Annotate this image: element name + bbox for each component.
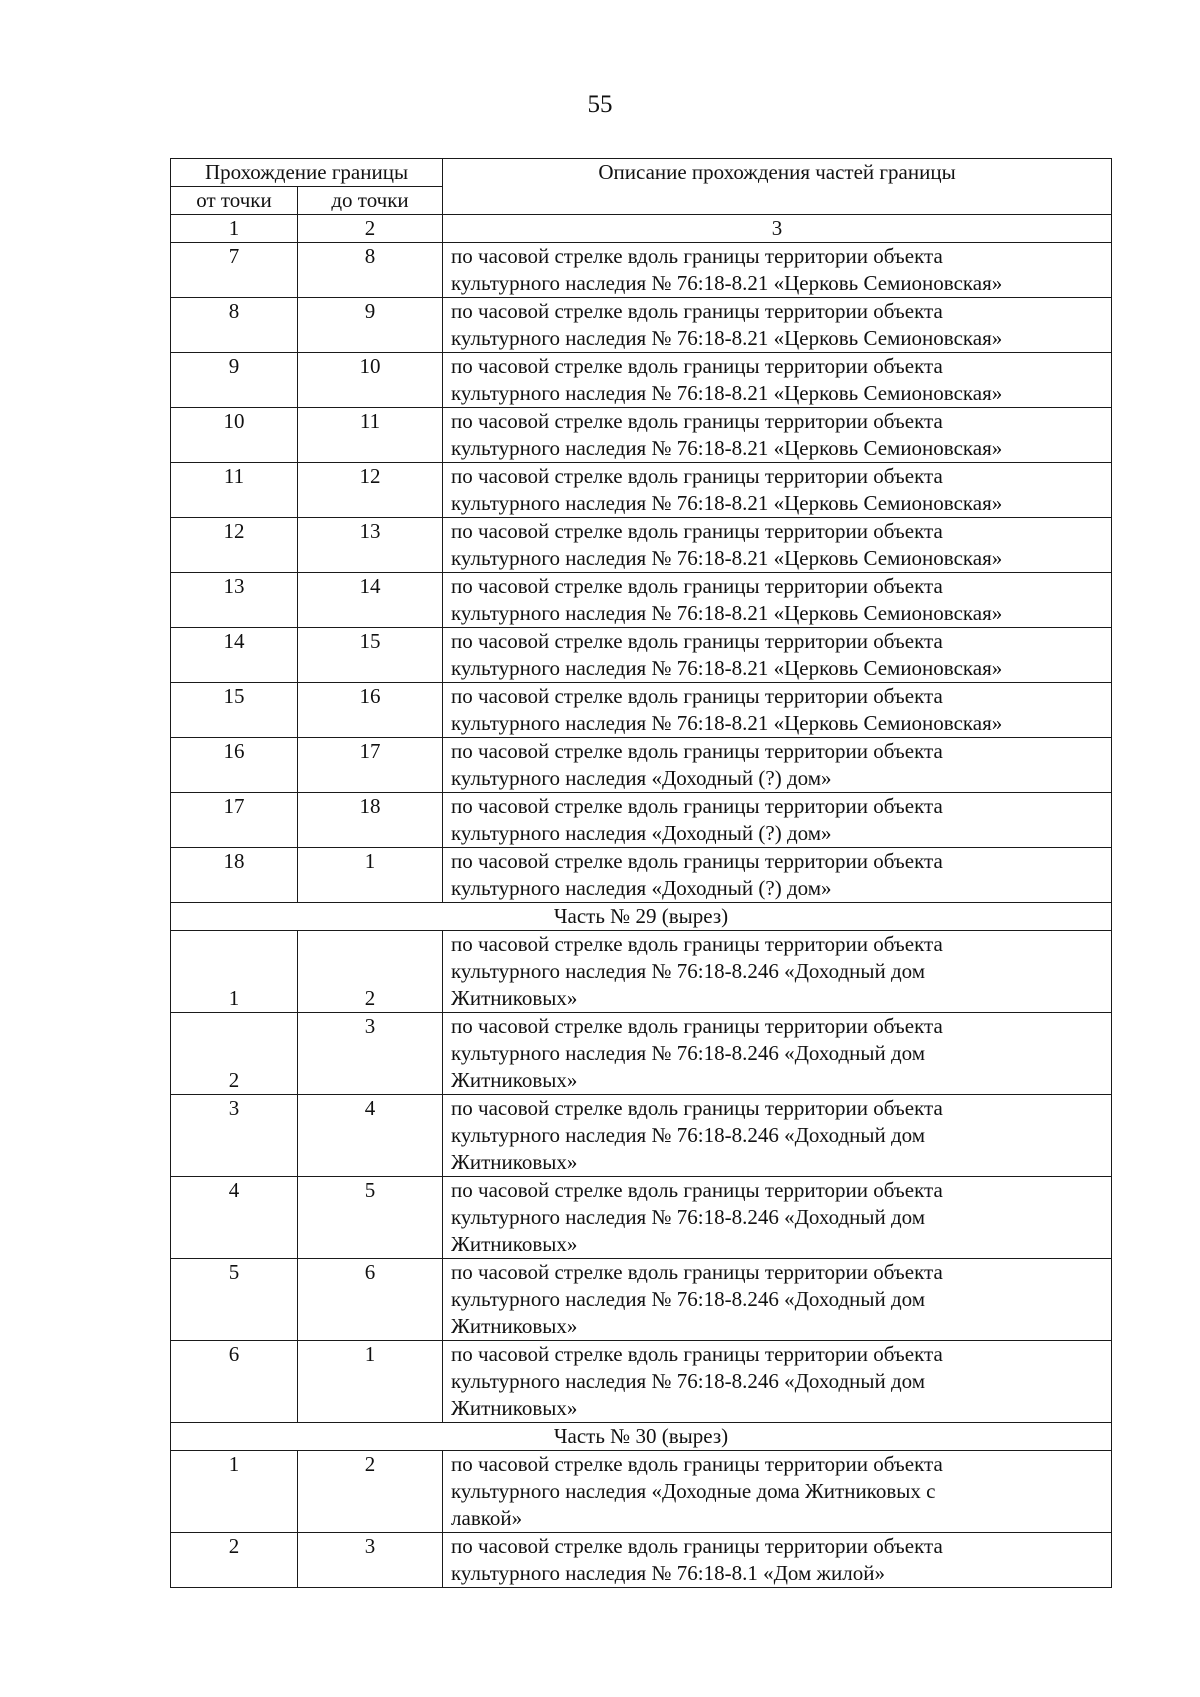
table-row bbox=[171, 573, 1112, 628]
from-point-header: от точки bbox=[171, 187, 298, 215]
boundary-description: по часовой стрелке вдоль границы территории объекта культурного наследия «Доходный (?) дом» bbox=[443, 738, 1112, 793]
to-point: 9 bbox=[298, 298, 443, 353]
to-point: 3 bbox=[298, 1533, 443, 1588]
table-row bbox=[171, 1013, 1112, 1095]
boundary-description: по часовой стрелке вдоль границы территории объекта культурного наследия № 76:18-8.21 «Церковь Семионовская» bbox=[443, 243, 1112, 298]
to-point: 18 bbox=[298, 793, 443, 848]
table-row bbox=[171, 1451, 1112, 1533]
table-row bbox=[171, 793, 1112, 848]
to-point: 3 bbox=[298, 1013, 443, 1095]
to-point-header: до точки bbox=[298, 187, 443, 215]
to-point: 12 bbox=[298, 463, 443, 518]
boundary-description: по часовой стрелке вдоль границы территории объекта культурного наследия № 76:18-8.21 «Церковь Семионовская» bbox=[443, 353, 1112, 408]
boundary-description: по часовой стрелке вдоль границы территории объекта культурного наследия «Доходный (?) дом» bbox=[443, 848, 1112, 903]
table-row bbox=[171, 931, 1112, 1013]
to-point: 8 bbox=[298, 243, 443, 298]
boundary-description: по часовой стрелке вдоль границы территории объекта культурного наследия № 76:18-8.21 «Церковь Семионовская» bbox=[443, 628, 1112, 683]
to-point: 4 bbox=[298, 1095, 443, 1177]
page-number: 55 bbox=[587, 91, 613, 118]
column-number-row bbox=[171, 215, 1112, 243]
header-row bbox=[171, 159, 1112, 187]
from-point: 11 bbox=[171, 463, 298, 518]
to-point: 10 bbox=[298, 353, 443, 408]
table-row bbox=[171, 298, 1112, 353]
table-row bbox=[171, 408, 1112, 463]
from-point: 7 bbox=[171, 243, 298, 298]
from-point: 1 bbox=[171, 931, 298, 1013]
column-number: 2 bbox=[298, 215, 443, 243]
to-point: 1 bbox=[298, 848, 443, 903]
to-point: 15 bbox=[298, 628, 443, 683]
table-row bbox=[171, 1177, 1112, 1259]
table-row bbox=[171, 628, 1112, 683]
from-point: 2 bbox=[171, 1013, 298, 1095]
from-point: 4 bbox=[171, 1177, 298, 1259]
section-title: Часть № 30 (вырез) bbox=[171, 1423, 1112, 1451]
section-title: Часть № 29 (вырез) bbox=[171, 903, 1112, 931]
from-point: 14 bbox=[171, 628, 298, 683]
boundary-description: по часовой стрелке вдоль границы территории объекта культурного наследия «Доходный (?) дом» bbox=[443, 793, 1112, 848]
from-point: 16 bbox=[171, 738, 298, 793]
column-number: 1 bbox=[171, 215, 298, 243]
section-row bbox=[171, 1423, 1112, 1451]
to-point: 6 bbox=[298, 1259, 443, 1341]
boundary-group-header: Прохождение границы bbox=[171, 159, 443, 187]
boundary-description: по часовой стрелке вдоль границы территории объекта культурного наследия № 76:18-8.1 «Дом жилой» bbox=[443, 1533, 1112, 1588]
table-row bbox=[171, 243, 1112, 298]
to-point: 16 bbox=[298, 683, 443, 738]
boundary-table bbox=[170, 158, 1112, 1588]
from-point: 9 bbox=[171, 353, 298, 408]
to-point: 2 bbox=[298, 1451, 443, 1533]
table-row bbox=[171, 353, 1112, 408]
to-point: 11 bbox=[298, 408, 443, 463]
from-point: 2 bbox=[171, 1533, 298, 1588]
table-row bbox=[171, 1259, 1112, 1341]
table-row bbox=[171, 463, 1112, 518]
column-number: 3 bbox=[443, 215, 1112, 243]
boundary-description: по часовой стрелке вдоль границы территории объекта культурного наследия № 76:18-8.246 «Доходный дом Житниковых» bbox=[443, 1341, 1112, 1423]
section-row bbox=[171, 903, 1112, 931]
boundary-description: по часовой стрелке вдоль границы территории объекта культурного наследия № 76:18-8.246 «Доходный дом Житниковых» bbox=[443, 931, 1112, 1013]
from-point: 5 bbox=[171, 1259, 298, 1341]
from-point: 6 bbox=[171, 1341, 298, 1423]
table-row bbox=[171, 1341, 1112, 1423]
from-point: 18 bbox=[171, 848, 298, 903]
boundary-description: по часовой стрелке вдоль границы территории объекта культурного наследия № 76:18-8.21 «Церковь Семионовская» bbox=[443, 298, 1112, 353]
boundary-description: по часовой стрелке вдоль границы территории объекта культурного наследия № 76:18-8.21 «Церковь Семионовская» bbox=[443, 573, 1112, 628]
table-row bbox=[171, 848, 1112, 903]
boundary-description: по часовой стрелке вдоль границы территории объекта культурного наследия № 76:18-8.21 «Церковь Семионовская» bbox=[443, 683, 1112, 738]
to-point: 14 bbox=[298, 573, 443, 628]
to-point: 5 bbox=[298, 1177, 443, 1259]
from-point: 8 bbox=[171, 298, 298, 353]
to-point: 1 bbox=[298, 1341, 443, 1423]
from-point: 3 bbox=[171, 1095, 298, 1177]
boundary-description: по часовой стрелке вдоль границы территории объекта культурного наследия № 76:18-8.246 «Доходный дом Житниковых» bbox=[443, 1177, 1112, 1259]
table-row bbox=[171, 738, 1112, 793]
boundary-description: по часовой стрелке вдоль границы территории объекта культурного наследия № 76:18-8.21 «Церковь Семионовская» bbox=[443, 408, 1112, 463]
from-point: 12 bbox=[171, 518, 298, 573]
table-row bbox=[171, 1533, 1112, 1588]
boundary-description: по часовой стрелке вдоль границы территории объекта культурного наследия № 76:18-8.21 «Церковь Семионовская» bbox=[443, 463, 1112, 518]
description-header: Описание прохождения частей границы bbox=[443, 159, 1112, 215]
to-point: 17 bbox=[298, 738, 443, 793]
to-point: 13 bbox=[298, 518, 443, 573]
table-row bbox=[171, 1095, 1112, 1177]
from-point: 1 bbox=[171, 1451, 298, 1533]
boundary-description: по часовой стрелке вдоль границы территории объекта культурного наследия № 76:18-8.246 «Доходный дом Житниковых» bbox=[443, 1259, 1112, 1341]
from-point: 10 bbox=[171, 408, 298, 463]
boundary-description: по часовой стрелке вдоль границы территории объекта культурного наследия «Доходные дома Житниковых с лавкой» bbox=[443, 1451, 1112, 1533]
boundary-description: по часовой стрелке вдоль границы территории объекта культурного наследия № 76:18-8.246 «Доходный дом Житниковых» bbox=[443, 1095, 1112, 1177]
from-point: 17 bbox=[171, 793, 298, 848]
table-row bbox=[171, 683, 1112, 738]
table-row bbox=[171, 518, 1112, 573]
from-point: 15 bbox=[171, 683, 298, 738]
boundary-description: по часовой стрелке вдоль границы территории объекта культурного наследия № 76:18-8.246 «Доходный дом Житниковых» bbox=[443, 1013, 1112, 1095]
from-point: 13 bbox=[171, 573, 298, 628]
boundary-description: по часовой стрелке вдоль границы территории объекта культурного наследия № 76:18-8.21 «Церковь Семионовская» bbox=[443, 518, 1112, 573]
to-point: 2 bbox=[298, 931, 443, 1013]
